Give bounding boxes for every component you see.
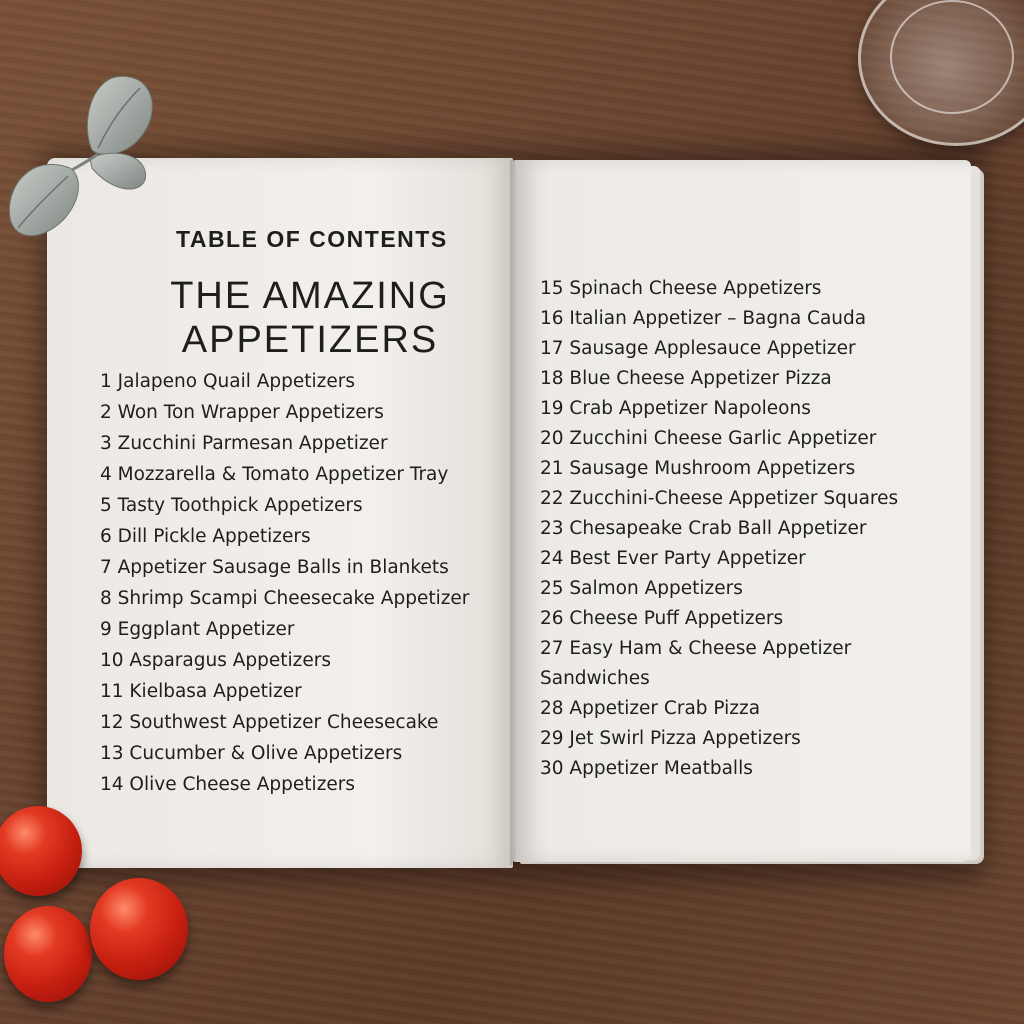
contents-entry: 20 Zucchini Cheese Garlic Appetizer — [540, 428, 877, 449]
contents-entry: 23 Chesapeake Crab Ball Appetizer — [540, 518, 867, 539]
cherry-tomato-icon — [4, 906, 92, 1002]
cherry-tomato-icon — [0, 806, 82, 896]
contents-entry: 15 Spinach Cheese Appetizers — [540, 278, 822, 299]
book-spine — [510, 160, 516, 865]
contents-entry: 13 Cucumber & Olive Appetizers — [100, 743, 403, 764]
contents-entry: 21 Sausage Mushroom Appetizers — [540, 458, 856, 479]
contents-list-right — [540, 274, 940, 784]
contents-entry: 27 Easy Ham & Cheese Appetizer Sandwiches — [540, 638, 852, 689]
contents-entry: 26 Cheese Puff Appetizers — [540, 608, 784, 629]
contents-list-left — [100, 366, 500, 800]
contents-entry: 9 Eggplant Appetizer — [100, 619, 295, 640]
contents-entry: 28 Appetizer Crab Pizza — [540, 698, 761, 719]
contents-entry: 3 Zucchini Parmesan Appetizer — [100, 433, 388, 454]
contents-entry: 2 Won Ton Wrapper Appetizers — [100, 402, 384, 423]
book-title: THE AMAZING APPETIZERS — [170, 275, 450, 361]
contents-entry: 14 Olive Cheese Appetizers — [100, 774, 356, 795]
contents-entry: 10 Asparagus Appetizers — [100, 650, 331, 671]
contents-entry: 16 Italian Appetizer – Bagna Cauda — [540, 308, 867, 329]
contents-entry: 18 Blue Cheese Appetizer Pizza — [540, 368, 832, 389]
contents-entry: 29 Jet Swirl Pizza Appetizers — [540, 728, 801, 749]
contents-entry: 19 Crab Appetizer Napoleons — [540, 398, 811, 419]
contents-entry: 17 Sausage Applesauce Appetizer — [540, 338, 856, 359]
cherry-tomato-icon — [90, 878, 188, 980]
contents-entry: 24 Best Ever Party Appetizer — [540, 548, 806, 569]
contents-entry: 25 Salmon Appetizers — [540, 578, 743, 599]
contents-entry: 5 Tasty Toothpick Appetizers — [100, 495, 363, 516]
basil-leaves-icon — [0, 68, 170, 248]
contents-entry: 6 Dill Pickle Appetizers — [100, 526, 311, 547]
contents-entry: 7 Appetizer Sausage Balls in Blankets — [100, 557, 449, 578]
water-glass-rim-icon — [890, 0, 1014, 114]
contents-entry: 22 Zucchini-Cheese Appetizer Squares — [540, 488, 899, 509]
toc-heading: TABLE OF CONTENTS — [176, 226, 448, 252]
contents-entry: 11 Kielbasa Appetizer — [100, 681, 302, 702]
contents-entry: 8 Shrimp Scampi Cheesecake Appetizer — [100, 588, 470, 609]
contents-entry: 1 Jalapeno Quail Appetizers — [100, 371, 356, 392]
contents-entry: 4 Mozzarella & Tomato Appetizer Tray — [100, 464, 449, 485]
contents-entry: 12 Southwest Appetizer Cheesecake — [100, 712, 439, 733]
contents-entry: 30 Appetizer Meatballs — [540, 758, 753, 779]
